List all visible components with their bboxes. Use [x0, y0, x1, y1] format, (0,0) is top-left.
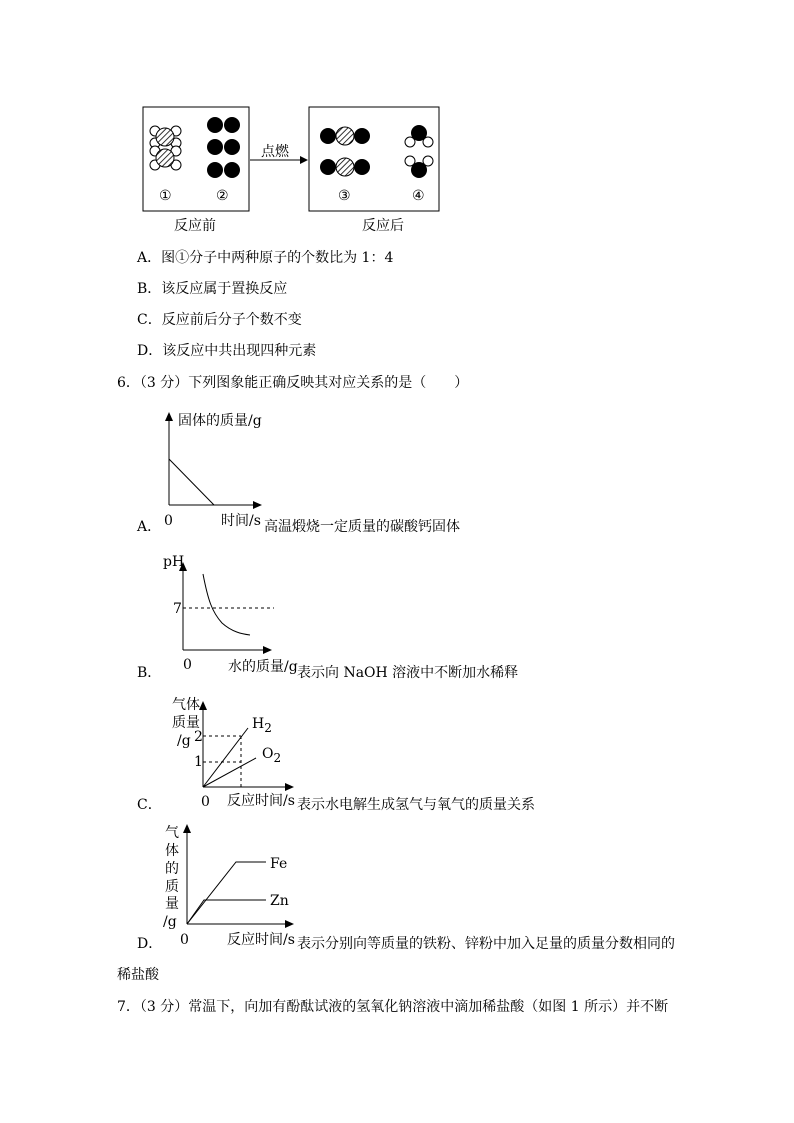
q6-option-d-desc: 表示分别向等质量的铁粉、锌粉中加入足量的质量分数相同的 [297, 936, 675, 952]
q5-option-b: B．该反应属于置换反应 [137, 281, 288, 297]
q6-option-a-letter: A． [137, 519, 162, 535]
graph-c-origin: 0 [201, 794, 210, 810]
graph-b-xlabel: 水的质量/g [228, 659, 298, 675]
q6-option-c-letter: C． [137, 797, 162, 813]
graph-d-zn-label: Zn [270, 893, 289, 909]
graph-b-ylabel: pH [163, 554, 185, 570]
q6-option-a-desc: 高温煅烧一定质量的碳酸钙固体 [264, 519, 460, 535]
graph-d-fe-label: Fe [270, 856, 288, 872]
mark-3: ③ [338, 188, 351, 204]
graph-b-tick-7: 7 [173, 601, 182, 617]
graph-a-xlabel: 时间/s [221, 513, 261, 529]
graph-d-ylabel-3: 质 [165, 879, 179, 895]
before-label: 反应前 [174, 218, 216, 234]
graph-d-xlabel: 反应时间/s [227, 932, 295, 948]
q5-option-c: C．反应前后分子个数不变 [137, 312, 302, 328]
line-zn [187, 900, 266, 924]
graph-c-ylabel-1: 气体 [172, 697, 200, 713]
q7-stem: 7．（3 分）常温下，向加有酚酞试液的氢氧化钠溶液中滴加稀盐酸（如图 1 所示）并不断 [117, 999, 669, 1015]
graph-a-ylabel: 固体的质量/g [178, 413, 262, 429]
q6-option-d-desc-cont: 稀盐酸 [117, 967, 159, 983]
graph-c-h2-label: $H_2$ [252, 716, 272, 735]
q5-option-d: D．该反应中共出现四种元素 [137, 343, 317, 359]
graph-b-origin: 0 [183, 657, 192, 673]
graph-a-origin: 0 [164, 513, 173, 529]
mark-4: ④ [412, 188, 425, 204]
q6-option-c-desc: 表示水电解生成氢气与氧气的质量关系 [297, 797, 535, 813]
graph-d-ylabel-0: 气 [165, 825, 179, 841]
graph-d-origin: 0 [180, 932, 189, 948]
axis-x-arrow [285, 920, 294, 928]
arrow-label: 点燃 [261, 144, 289, 160]
graph-d-ylabel-5: /g [163, 914, 177, 930]
graph-d-ylabel-4: 量 [165, 896, 179, 912]
graph-c-tick-2: 2 [194, 729, 203, 745]
graph-c-tick-1: 1 [194, 754, 203, 770]
line-fe [187, 862, 266, 924]
q6-option-d-letter: D． [137, 936, 163, 952]
graph-d-ylabel-2: 的 [165, 861, 179, 877]
q6-option-b-desc: 表示向 NaOH 溶液中不断加水稀释 [297, 665, 519, 681]
q6-option-b-letter: B． [137, 665, 162, 681]
graph-c-o2-label: $O_2$ [262, 746, 282, 765]
axis-y-arrow [183, 824, 191, 833]
graph-d-ylabel-1: 体 [165, 843, 179, 859]
q6-stem: 6．（3 分）下列图象能正确反映其对应关系的是（ ） [117, 375, 469, 391]
graph-c-xlabel: 反应时间/s [227, 793, 295, 809]
graph-c-ylabel-2: 质量 [172, 715, 200, 731]
graph-c-ylabel-3: /g [177, 733, 191, 749]
after-label: 反应后 [362, 218, 404, 234]
q5-option-a: A．图①分子中两种原子的个数比为 1：4 [137, 250, 394, 266]
mark-2: ② [216, 188, 229, 204]
mark-1: ① [159, 188, 172, 204]
